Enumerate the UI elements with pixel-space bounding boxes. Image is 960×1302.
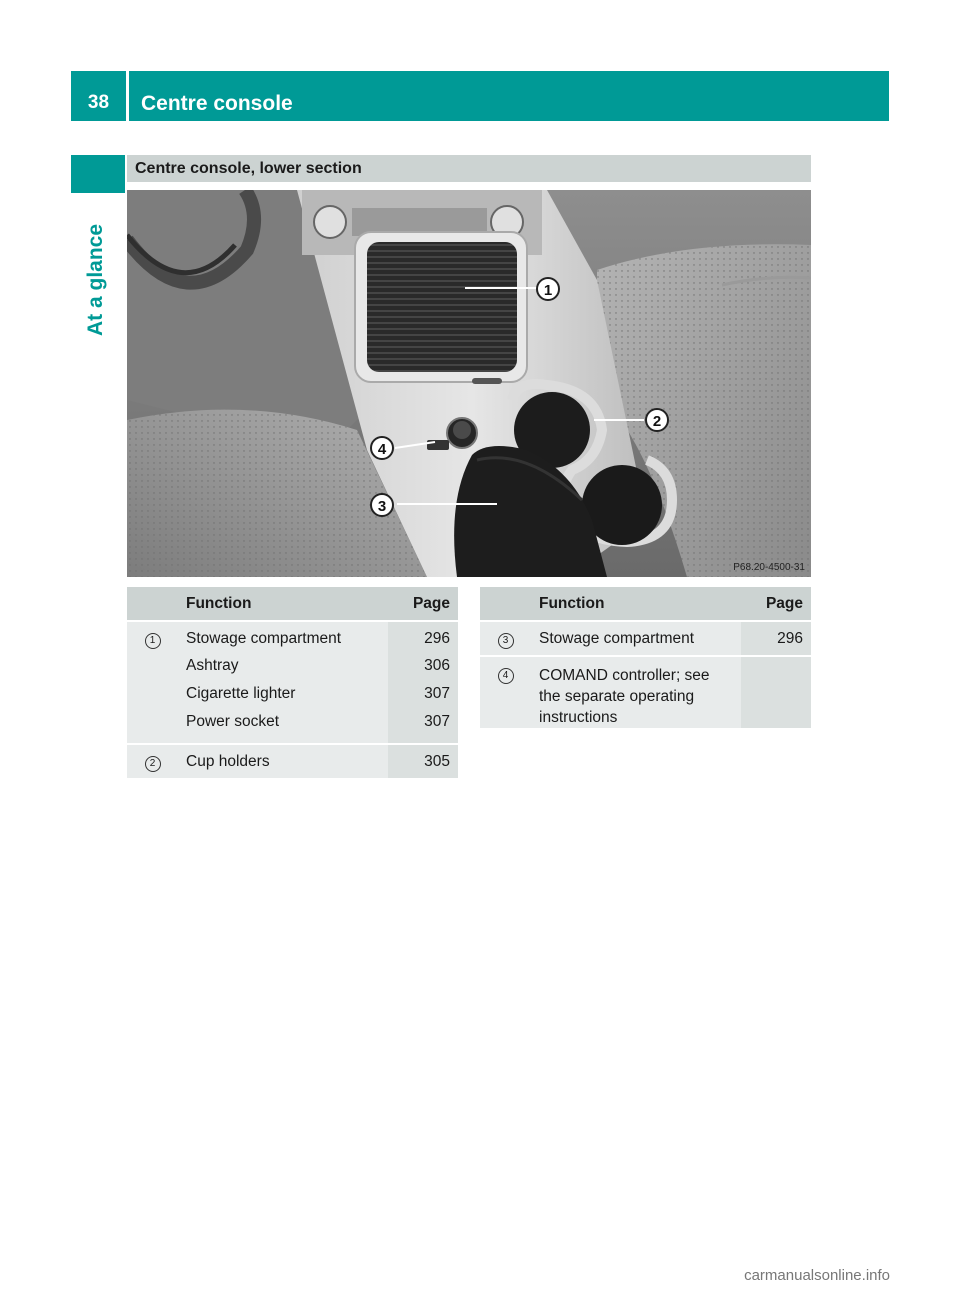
function-cell: Cup holders <box>178 744 388 778</box>
page-cell <box>741 656 811 728</box>
function-cell: Cigarette lighter <box>178 683 388 711</box>
header-function: Function <box>178 587 388 621</box>
footer-watermark: carmanualsonline.info <box>744 1267 890 1284</box>
callout-symbol-4: 4 <box>498 668 514 684</box>
function-cell: Ashtray <box>178 655 388 683</box>
callout-symbol-1: 1 <box>145 633 161 649</box>
table-row <box>127 744 458 778</box>
chapter-title: Centre console <box>141 92 293 115</box>
section-header <box>127 155 811 182</box>
section-title: Centre console, lower section <box>135 160 362 177</box>
callout-2 <box>646 409 668 431</box>
table-row <box>480 656 811 728</box>
callout-symbol-3: 3 <box>498 633 514 649</box>
function-cell: Power socket <box>178 711 388 744</box>
function-cell: COMAND controller; see the separate operating instructions <box>531 656 741 728</box>
callout-1 <box>537 278 559 300</box>
page-cell: 306 <box>388 655 458 683</box>
callout-3 <box>371 494 393 516</box>
table-row <box>480 621 811 656</box>
header-symbol <box>480 587 531 621</box>
header-page: Page <box>741 587 811 621</box>
header-page: Page <box>388 587 458 621</box>
svg-text:1: 1 <box>543 282 553 299</box>
svg-text:2: 2 <box>652 413 662 430</box>
function-table-left <box>127 587 458 778</box>
header-symbol <box>127 587 178 621</box>
svg-text:3: 3 <box>377 498 387 515</box>
table-row <box>127 621 458 655</box>
function-cell: Stowage compartment <box>531 621 741 656</box>
header-function: Function <box>531 587 741 621</box>
side-tab-marker <box>71 155 125 193</box>
page-cell: 296 <box>741 621 811 656</box>
page-cell: 307 <box>388 711 458 744</box>
centre-console-figure <box>127 190 811 577</box>
centre-console-illustration <box>127 190 811 577</box>
page-number: 38 <box>87 92 110 113</box>
function-table-right <box>480 587 811 728</box>
page-cell: 305 <box>388 744 458 778</box>
image-code: P68.20-4500-31 <box>733 562 805 573</box>
callout-4 <box>371 437 393 459</box>
page-header <box>71 71 889 121</box>
callout-symbol-2: 2 <box>145 756 161 772</box>
page-cell: 307 <box>388 683 458 711</box>
page-cell: 296 <box>388 621 458 655</box>
function-cell: Stowage compartment <box>178 621 388 655</box>
svg-text:4: 4 <box>377 441 387 458</box>
side-tab-label: At a glance <box>84 223 107 336</box>
header-divider <box>126 71 129 121</box>
